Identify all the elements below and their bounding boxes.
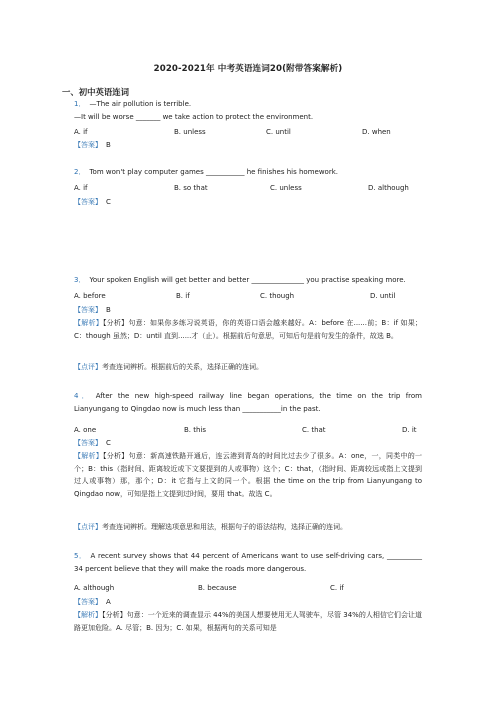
answer-value: B [106, 141, 111, 149]
option-a: A. if [74, 184, 88, 192]
option-b: B. unless [174, 128, 206, 136]
answer-value: C [106, 439, 111, 447]
comment-text: 考查连词辨析。理解选项意思和用法，根据句子的语法结构，选择正确的连词。 [102, 523, 347, 531]
question-number: 4． [74, 392, 92, 400]
analysis-block [74, 609, 422, 634]
section-heading: 一、初中英语连词 [62, 87, 129, 97]
option-d: D. although [368, 184, 409, 192]
answer-line [74, 306, 111, 315]
option-d: D. it [402, 426, 417, 434]
question-text: A recent survey shows that 44 percent of Americans want to use self-driving cars, __________ 34 percent believe that they will make the roads more dangerous. [74, 552, 422, 573]
question-4-stem [74, 390, 422, 415]
option-d: D. when [362, 128, 391, 136]
answer-value: A [106, 598, 111, 606]
analysis-text: 【分析】句意：如果你多练习说英语，你的英语口语会越来越好。A：before 在......前；B：if 如果；C：though 虽然；D：until 直到......才（止）。根据前后句意思，可知后句是前句发生的条件，故选 B。 [74, 319, 423, 340]
option-b: B. because [198, 584, 237, 592]
question-3-stem [74, 276, 406, 285]
option-c: C. until [266, 128, 291, 136]
question-number: 5． [74, 552, 87, 560]
question-number: 3． [74, 276, 86, 284]
analysis-text: 【分析】句意：一个近来的调查显示 44%的美国人想要使用无人驾驶车，尽管 34%的人相信它们会让道路更加危险。A. 尽管；B. 因为；C. 如果，根据两句的关系可知是 [74, 611, 422, 632]
option-d: D. until [370, 292, 396, 300]
answer-line [74, 198, 111, 207]
option-a: A. although [74, 584, 115, 592]
option-a: A. before [74, 292, 106, 300]
option-c: C. unless [270, 184, 302, 192]
answer-value: C [106, 198, 111, 206]
comment-block [74, 521, 422, 534]
question-1-stem-line2: —It will be worse _______ we take action to protect the environment. [74, 113, 314, 121]
question-text: —The air pollution is terrible. [89, 100, 192, 108]
question-number: 2． [74, 168, 86, 176]
analysis-label: 【解析】 [74, 452, 103, 460]
analysis-block [74, 450, 422, 500]
answer-value: B [106, 306, 111, 314]
question-text: Tom won't play computer games ___________ he finishes his homework. [89, 168, 338, 176]
comment-label: 【点评】 [74, 363, 102, 371]
answer-label: 【答案】 [74, 306, 102, 314]
option-c: C. though [260, 292, 295, 300]
option-c: C. that [302, 426, 326, 434]
option-b: B. this [184, 426, 207, 434]
answer-label: 【答案】 [74, 141, 102, 149]
question-text: Your spoken English will get better and better _______________ you practise speaking more. [89, 276, 406, 284]
answer-label: 【答案】 [74, 198, 102, 206]
question-2-stem [74, 168, 338, 177]
comment-label: 【点评】 [74, 523, 102, 531]
option-b: B. so that [174, 184, 208, 192]
question-text: After the new high-speed railway line began operations, the time on the trip from Lianyungang to Qingdao now is much less than ___________in the past. [74, 392, 422, 413]
option-b: B. if [176, 292, 190, 300]
answer-line [74, 141, 111, 150]
question-1-stem [74, 100, 191, 109]
question-5-stem [74, 550, 422, 575]
option-a: A. one [74, 426, 97, 434]
answer-line [74, 598, 111, 607]
option-c: C. if [330, 584, 344, 592]
analysis-label: 【解析】 [74, 611, 103, 619]
analysis-label: 【解析】 [74, 319, 103, 327]
comment-text: 考查连词辨析。根据前后的关系，选择正确的连词。 [102, 363, 263, 371]
analysis-text: 【分析】句意：新高速铁路开通后，连云港到青岛的时间比过去少了很多。A：one，一，同类中的一个；B：this（指时间、距离较近或下文要提到的人或事物）这个；C：that，（指时间、距离较远或指上文提到过人或事物）那，那个；D：it 它指与上文的同一个。根据 the time on the trip from Lianyungang to Qingdao now，可知是指上文提到过时间，要用 that。故选 C。 [74, 452, 422, 498]
comment-block [74, 361, 422, 374]
document-title: 2020-2021年 中考英语连词20(附带答案解析) [153, 64, 343, 74]
answer-line [74, 439, 111, 448]
analysis-block [74, 317, 422, 342]
option-a: A. if [74, 128, 88, 136]
answer-label: 【答案】 [74, 439, 102, 447]
question-number: 1． [74, 100, 86, 108]
answer-label: 【答案】 [74, 598, 102, 606]
